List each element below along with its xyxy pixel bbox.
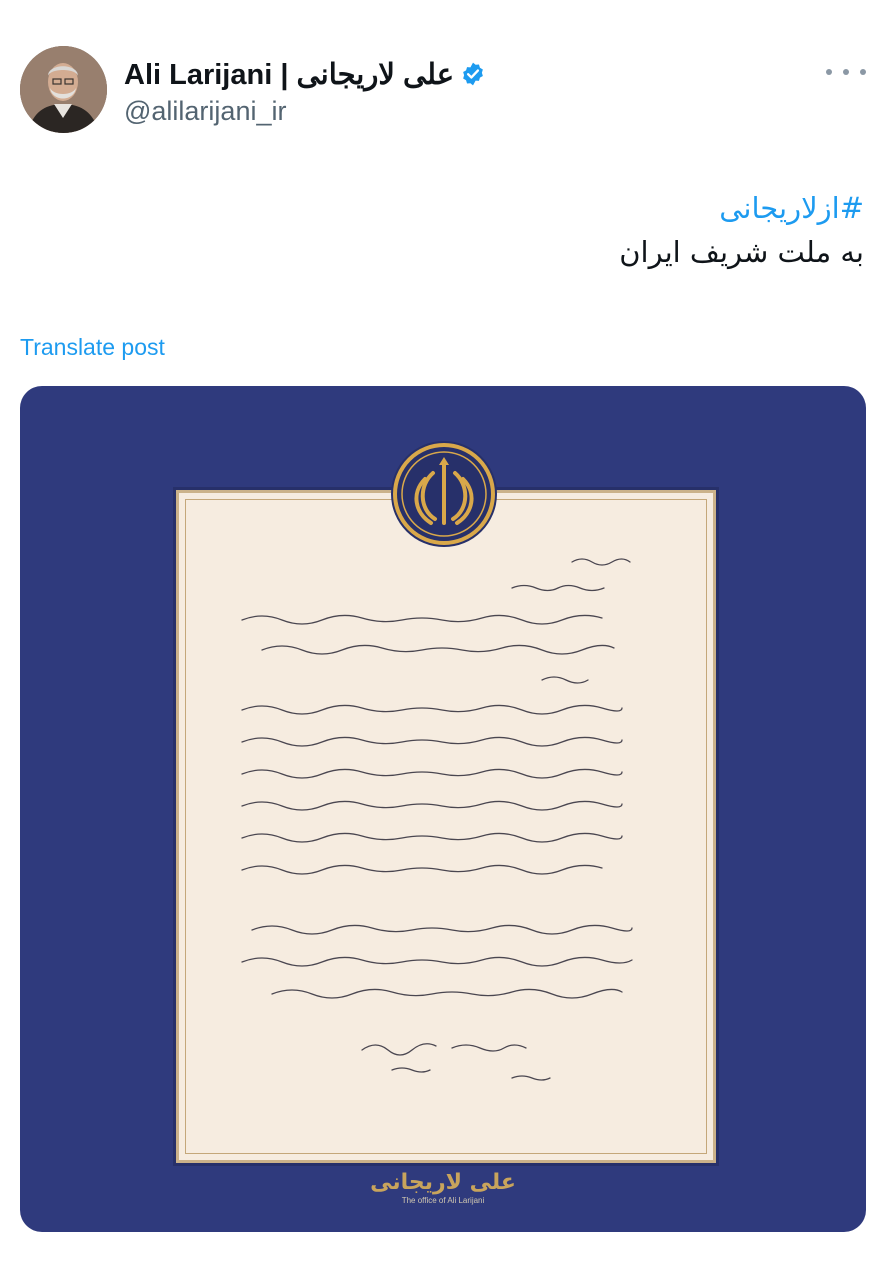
display-name[interactable]: Ali Larijani | علی لاریجانی [124, 58, 455, 91]
author-names [124, 54, 486, 127]
post-image[interactable] [20, 386, 866, 1232]
author-handle[interactable]: @alilarijani_ir [124, 96, 287, 126]
post-header [0, 0, 884, 150]
iran-emblem-icon [389, 439, 499, 549]
office-name-fa: علی لاریجانی [370, 1170, 516, 1195]
translate-post-link[interactable]: Translate post [20, 334, 165, 360]
hashtag-link[interactable]: #ازلاریجانی [719, 191, 864, 225]
post-text [619, 186, 864, 274]
avatar[interactable] [20, 46, 107, 133]
office-logo [20, 1170, 866, 1205]
office-name-en: The office of Ali Larijani [401, 1196, 485, 1205]
verified-badge-icon [460, 61, 486, 87]
letter-paper [173, 487, 719, 1166]
handwritten-letter [212, 550, 682, 1110]
post-body: به ملت شریف ایران [619, 235, 864, 269]
more-options-icon[interactable] [826, 58, 866, 86]
